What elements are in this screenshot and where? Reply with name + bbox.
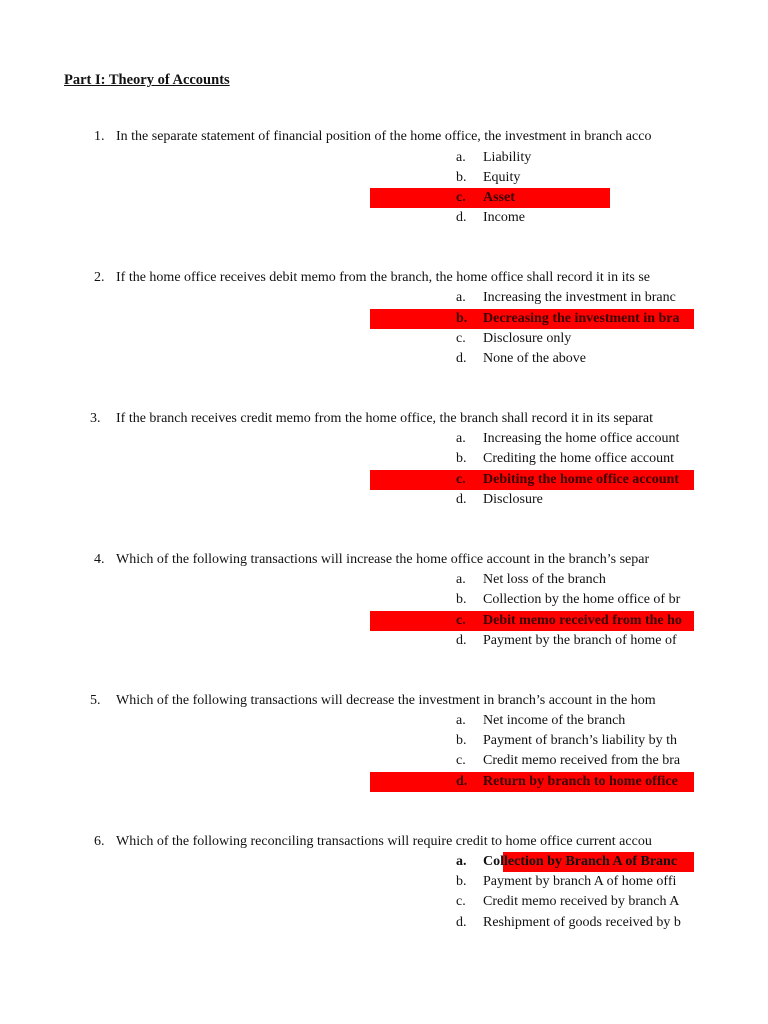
option-text: None of the above: [483, 351, 587, 366]
option-letter: b.: [456, 451, 467, 466]
option-text: Payment by branch A of home offi: [483, 874, 677, 889]
question-stem: Which of the following reconciling transactions will require credit to home office current accou: [116, 834, 652, 849]
option-text: Debit memo received from the ho: [483, 613, 682, 628]
option-letter: d.: [456, 351, 467, 366]
option-c-highlighted-answer: [370, 470, 694, 490]
question-text: [90, 411, 690, 427]
option-c-highlighted-answer: [370, 188, 610, 208]
option-text: Disclosure only: [483, 331, 572, 346]
option-letter: a.: [456, 572, 466, 587]
option-c: [370, 892, 694, 912]
option-letter: b.: [456, 592, 467, 607]
option-b: [370, 731, 694, 751]
part-title: Part I: Theory of Accounts: [64, 72, 230, 88]
option-c-highlighted-answer: [370, 611, 694, 631]
option-letter: c.: [456, 753, 466, 768]
option-letter: a.: [456, 713, 466, 728]
question-text: [94, 552, 694, 568]
option-text: Net income of the branch: [483, 713, 626, 728]
option-text: Net loss of the branch: [483, 572, 606, 587]
option-b: [370, 168, 694, 188]
option-letter: d.: [456, 210, 467, 225]
option-c: [370, 751, 694, 771]
question-number: 6.: [94, 834, 105, 849]
option-text: Payment by the branch of home of: [483, 633, 677, 648]
option-text: Liability: [483, 150, 532, 165]
option-text: Crediting the home office account: [483, 451, 675, 466]
option-d-highlighted-answer: [370, 772, 694, 792]
option-d: [370, 490, 694, 510]
option-text: Reshipment of goods received by b: [483, 915, 681, 930]
question-text: [90, 693, 690, 709]
option-letter: a.: [456, 290, 466, 305]
option-b: [370, 872, 694, 892]
option-a-highlighted-answer: [370, 852, 694, 872]
option-text: Collection by Branch A of Branc: [483, 854, 678, 869]
question-number: 5.: [90, 693, 101, 708]
option-text: Decreasing the investment in bra: [483, 311, 680, 326]
option-a: [370, 711, 694, 731]
option-letter: c.: [456, 894, 466, 909]
question-stem: If the home office receives debit memo from the branch, the home office shall record it in its se: [116, 270, 651, 285]
option-d: [370, 208, 694, 228]
option-d: [370, 631, 694, 651]
question-stem: In the separate statement of financial position of the home office, the investment in branch acco: [116, 129, 652, 144]
option-letter: a.: [456, 854, 467, 869]
question-number: 2.: [94, 270, 105, 285]
option-a: [370, 429, 694, 449]
option-text: Increasing the home office account: [483, 431, 680, 446]
question-number: 4.: [94, 552, 105, 567]
option-b-highlighted-answer: [370, 309, 694, 329]
option-text: Increasing the investment in branc: [483, 290, 676, 305]
option-letter: a.: [456, 431, 466, 446]
option-a: [370, 570, 694, 590]
option-text: Credit memo received by branch A: [483, 894, 680, 909]
question-number: 3.: [90, 411, 101, 426]
option-letter: d.: [456, 915, 467, 930]
question-text: [94, 834, 694, 850]
question-stem: Which of the following transactions will decrease the investment in branch’s account in the hom: [116, 693, 656, 708]
option-letter: b.: [456, 311, 468, 326]
option-text: Return by branch to home office: [483, 774, 678, 789]
option-text: Asset: [483, 190, 515, 205]
option-letter: c.: [456, 472, 466, 487]
option-text: Debiting the home office account: [483, 472, 679, 487]
question-stem: Which of the following transactions will increase the home office account in the branch’s separ: [116, 552, 650, 567]
question-stem: If the branch receives credit memo from the home office, the branch shall record it in its separat: [116, 411, 653, 426]
option-letter: b.: [456, 170, 467, 185]
question-text: [94, 129, 694, 145]
option-letter: a.: [456, 150, 466, 165]
question-number: 1.: [94, 129, 105, 144]
option-letter: b.: [456, 874, 467, 889]
option-c: [370, 329, 694, 349]
option-letter: c.: [456, 613, 466, 628]
question-text: [94, 270, 694, 286]
option-letter: d.: [456, 774, 468, 789]
option-d: [370, 913, 694, 933]
option-text: Income: [483, 210, 525, 225]
option-text: Disclosure: [483, 492, 543, 507]
option-text: Payment of branch’s liability by th: [483, 733, 678, 748]
option-b: [370, 449, 694, 469]
option-a: [370, 288, 694, 308]
option-letter: d.: [456, 633, 467, 648]
option-text: Equity: [483, 170, 521, 185]
option-text: Credit memo received from the bra: [483, 753, 681, 768]
option-a: [370, 148, 694, 168]
option-letter: b.: [456, 733, 467, 748]
option-letter: c.: [456, 190, 466, 205]
option-letter: d.: [456, 492, 467, 507]
option-text: Collection by the home office of br: [483, 592, 681, 607]
option-d: [370, 349, 694, 369]
option-b: [370, 590, 694, 610]
option-letter: c.: [456, 331, 466, 346]
